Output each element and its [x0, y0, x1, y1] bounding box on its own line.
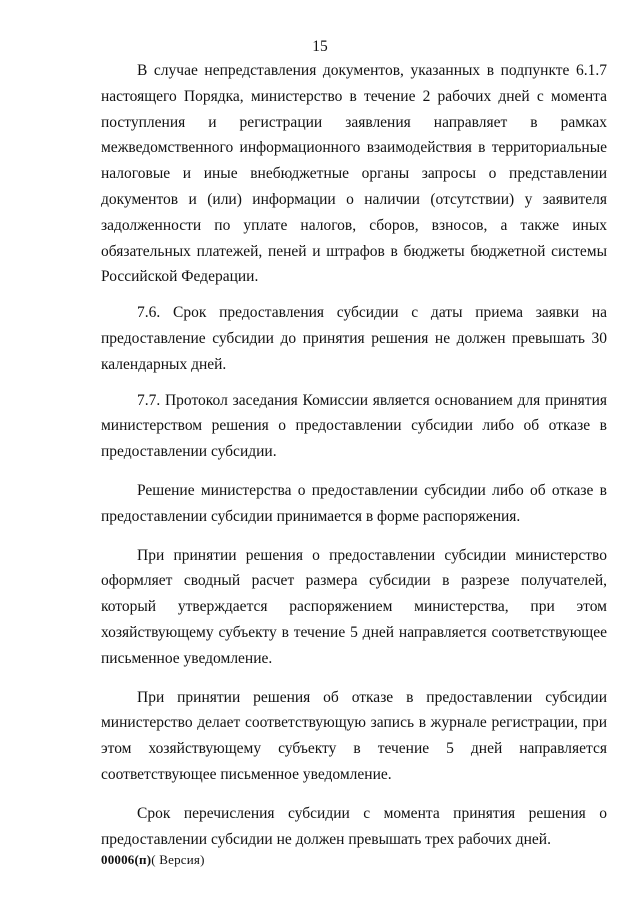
- page-number: 15: [312, 38, 328, 55]
- document-body: [101, 58, 607, 852]
- paragraph-approval: При принятии решения о предоставлении субсидии министерство оформляет сводный расчет размера субсидии в разрезе получателей, который утверждается распоряжением министерства, при этом хозяйствующему субъекту в течение 5 дней направляется соответствующее письменное уведомление.: [101, 546, 607, 667]
- paragraph-decision-form: Решение министерства о предоставлении субсидии либо об отказе в предоставлении субсидии принимается в форме распоряжения.: [101, 481, 607, 525]
- paragraph-transfer-term: Срок перечисления субсидии с момента принятия решения о предоставлении субсидии не должен превышать трех рабочих дней.: [101, 804, 607, 848]
- document-code: 00006(п): [101, 852, 152, 867]
- document-version: ( Версия): [151, 852, 205, 867]
- paragraph-refusal: При принятии решения об отказе в предоставлении субсидии министерство делает соответствующую запись в журнале регистрации, при этом хозяйствующему субъекту в течение 5 дней направляется соответствующее письменное уведомление.: [101, 688, 607, 783]
- paragraph-interagency-request: В случае непредставления документов, указанных в подпункте 6.1.7 настоящего Порядка, министерство в течение 2 рабочих дней с момента поступления и регистрации заявления направляет в рамках межведомственного информационного взаимодействия в территориальные налоговые и иные внебюджетные органы запросы о представлении документов и (или) информации о наличии (отсутствии) у заявителя задолженности по уплате налогов, сборов, взносов, а также иных обязательных платежей, пеней и штрафов в бюджеты бюджетной системы Российской Федерации.: [101, 62, 607, 286]
- paragraph-7-7: 7.7. Протокол заседания Комиссии является основанием для принятия министерством решения о предоставлении субсидии либо об отказе в предоставлении субсидии.: [101, 391, 607, 461]
- paragraph-7-6: 7.6. Срок предоставления субсидии с даты приема заявки на предоставление субсидии до принятия решения не должен превышать 30 календарных дней.: [101, 304, 607, 373]
- footer-document-code: [101, 852, 205, 868]
